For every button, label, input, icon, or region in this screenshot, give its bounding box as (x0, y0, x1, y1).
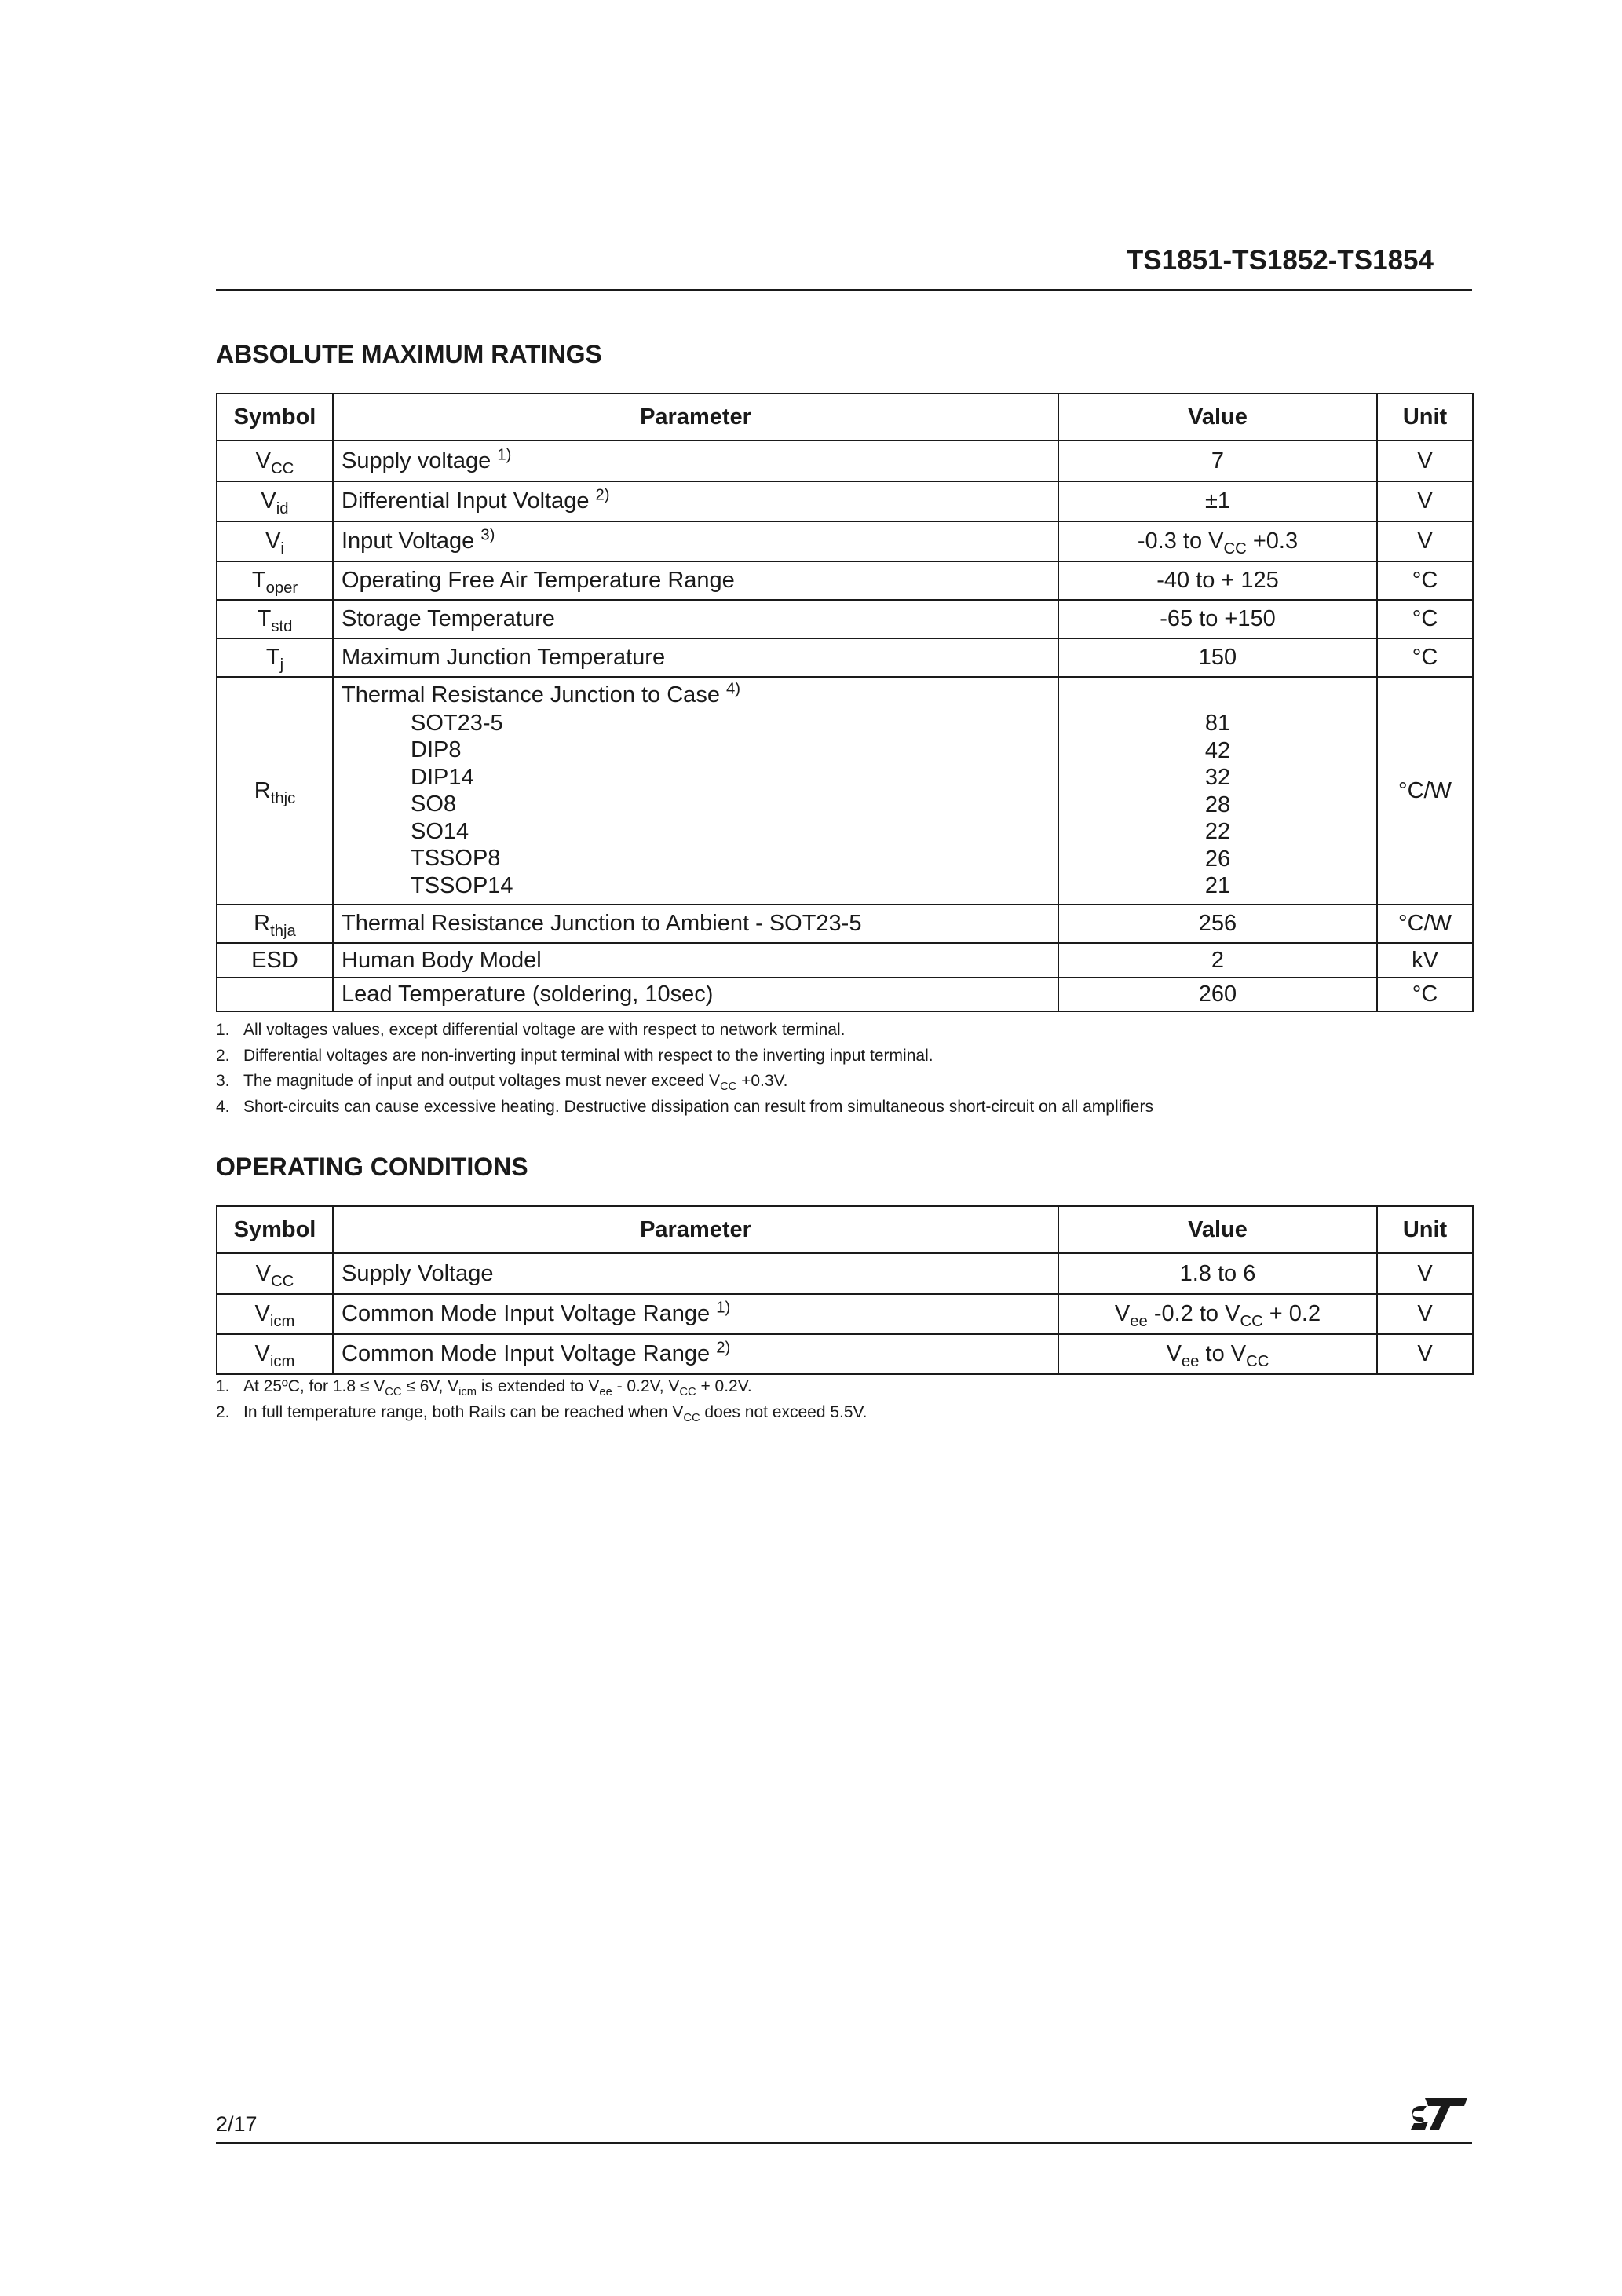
unit-cell: °C (1377, 561, 1473, 600)
package-value-list (1067, 682, 1368, 900)
column-header-parameter: Parameter (333, 393, 1058, 441)
document-header-title: TS1851-TS1852-TS1854 (1126, 245, 1434, 276)
footnote: 2. Differential voltages are non-inverting input terminal with respect to the inverting input terminal. (216, 1046, 933, 1065)
parameter-cell: Common Mode Input Voltage Range $^{2)}$ (333, 1334, 1058, 1374)
column-header-symbol: Symbol (217, 1206, 333, 1253)
value-cell: $V_{ee}$ -0.2 to $V_{CC} + 0.2$ (1058, 1294, 1377, 1334)
symbol-cell: $V_{CC}$ (217, 1253, 333, 1294)
table-row (217, 1294, 1473, 1334)
list-item: 22 (1204, 819, 1231, 845)
value-cell: 1.8 to 6 (1058, 1253, 1377, 1294)
list-item: 28 (1204, 792, 1231, 817)
column-header-value: Value (1058, 393, 1377, 441)
footnote: 2. In full temperature range, both Rails can be reached when $V_{CC}$ does not exceed 5.5V. (216, 1402, 868, 1424)
symbol-cell (217, 978, 333, 1011)
symbol-cell: $V_i$ (217, 521, 333, 561)
table-row (217, 1334, 1473, 1374)
unit-cell: kV (1377, 943, 1473, 978)
column-header-parameter: Parameter (333, 1206, 1058, 1253)
absolute-max-ratings-table (216, 393, 1474, 1012)
table-row (217, 943, 1473, 978)
column-header-value: Value (1058, 1206, 1377, 1253)
footer-divider (216, 2142, 1472, 2144)
unit-cell: V (1377, 1253, 1473, 1294)
table-row (217, 561, 1473, 600)
value-cell: $V_{ee}$ to $V_{CC}$ (1058, 1334, 1377, 1374)
list-item: 21 (1204, 873, 1231, 899)
unit-cell: °C (1377, 978, 1473, 1011)
table-row (217, 905, 1473, 943)
footnote-ref: 2) (595, 486, 610, 504)
list-item: SO14 (411, 818, 469, 844)
value-cell: ±1 (1058, 481, 1377, 521)
unit-cell: V (1377, 441, 1473, 481)
symbol-cell: $T_j$ (217, 638, 333, 677)
table-row (217, 978, 1473, 1011)
parameter-cell: Supply Voltage (333, 1253, 1058, 1294)
list-item: 42 (1204, 737, 1231, 763)
parameter-cell: Storage Temperature (333, 600, 1058, 638)
symbol-cell: $V_{icm}$ (217, 1294, 333, 1334)
unit-cell: V (1377, 481, 1473, 521)
absolute-max-ratings-heading: ABSOLUTE MAXIMUM RATINGS (216, 340, 602, 368)
table-header-row (217, 393, 1473, 441)
footnote-ref: 3) (480, 526, 495, 544)
list-item: 32 (1204, 765, 1231, 791)
value-cell: -65 to +150 (1058, 600, 1377, 638)
operating-conditions-footnotes (216, 1374, 867, 1425)
unit-cell: °C/W (1377, 677, 1473, 905)
symbol-cell: $T_{std}$ (217, 600, 333, 638)
table-row (217, 638, 1473, 677)
value-cell: 7 (1058, 441, 1377, 481)
list-item: DIP14 (411, 764, 474, 790)
parameter-cell: Thermal Resistance Junction to Ambient - SOT23-5 (333, 905, 1058, 943)
unit-cell: V (1377, 521, 1473, 561)
symbol-cell: $R_{thjc}$ (217, 677, 333, 905)
footnote-ref: 4) (726, 680, 741, 698)
parameter-cell: Operating Free Air Temperature Range (333, 561, 1058, 600)
table-row (217, 441, 1473, 481)
value-cell: -0.3 to $V_{CC} +0.3$ (1058, 521, 1377, 561)
page-number: 2/17 (216, 2112, 258, 2136)
unit-cell: °C/W (1377, 905, 1473, 943)
footnote-ref: 1) (497, 445, 512, 463)
column-header-unit: Unit (1377, 393, 1473, 441)
list-item: TSSOP8 (411, 846, 501, 872)
parameter-cell: Common Mode Input Voltage Range $^{1)}$ (333, 1294, 1058, 1334)
table-row (217, 521, 1473, 561)
value-cell: 2 (1058, 943, 1377, 978)
unit-cell: °C (1377, 638, 1473, 677)
symbol-cell: $R_{thja}$ (217, 905, 333, 943)
list-item: SO8 (411, 792, 457, 817)
table-row (217, 481, 1473, 521)
operating-conditions-heading: OPERATING CONDITIONS (216, 1153, 528, 1181)
symbol-cell: $V_{icm}$ (217, 1334, 333, 1374)
table-row (217, 1253, 1473, 1294)
symbol-cell: ESD (217, 943, 333, 978)
footnote-ref: 1) (716, 1299, 731, 1317)
symbol-cell: $V_{CC}$ (217, 441, 333, 481)
parameter-cell: Lead Temperature (soldering, 10sec) (333, 978, 1058, 1011)
symbol-cell: $T_{oper}$ (217, 561, 333, 600)
value-cell: 260 (1058, 978, 1377, 1011)
st-logo-icon (1409, 2095, 1469, 2133)
footnote: 1. All voltages values, except differential voltage are with respect to network terminal. (216, 1021, 846, 1039)
list-item: DIP8 (411, 737, 462, 763)
table-header-row (217, 1206, 1473, 1253)
footnote: 1. At 25ºC, for $1.8 \le V_{CC} \le 6V$, $V_{icm}$ is extended to $V_{ee} - 0.2V$, $V_{CC} + 0.2V$. (216, 1377, 752, 1399)
unit-cell: V (1377, 1294, 1473, 1334)
symbol-cell: $V_{id}$ (217, 481, 333, 521)
parameter-cell: Input Voltage $^{3)}$ (333, 521, 1058, 561)
parameter-cell: Thermal Resistance Junction to Case $^{4)}$ SOT23-5 DIP8 DIP14 SO8 SO14 TSSOP8 TSSOP14 (333, 677, 1058, 905)
absolute-max-ratings-footnotes (216, 1018, 1153, 1120)
table-row (217, 600, 1473, 638)
parameter-cell: Human Body Model (333, 943, 1058, 978)
parameter-cell: Differential Input Voltage $^{2)}$ (333, 481, 1058, 521)
footnote-ref: 2) (716, 1339, 731, 1357)
column-header-symbol: Symbol (217, 393, 333, 441)
unit-cell: V (1377, 1334, 1473, 1374)
value-cell: 150 (1058, 638, 1377, 677)
parameter-cell: Maximum Junction Temperature (333, 638, 1058, 677)
list-item: 26 (1204, 846, 1231, 872)
footnote: 4. Short-circuits can cause excessive heating. Destructive dissipation can result from simultaneous short-circuit on all amplifiers (216, 1097, 1153, 1116)
list-item: SOT23-5 (411, 710, 503, 736)
list-item: TSSOP14 (411, 872, 513, 898)
value-cell (1058, 677, 1377, 905)
value-cell: 256 (1058, 905, 1377, 943)
unit-cell: °C (1377, 600, 1473, 638)
table-row (217, 677, 1473, 905)
parameter-cell: Supply voltage $^{1)}$ (333, 441, 1058, 481)
package-list (342, 710, 1050, 900)
list-item: 81 (1204, 711, 1231, 737)
operating-conditions-table (216, 1205, 1474, 1375)
column-header-unit: Unit (1377, 1206, 1473, 1253)
value-cell: -40 to + 125 (1058, 561, 1377, 600)
footnote: 3. The magnitude of input and output voltages must never exceed $V_{CC} +0.3V$. (216, 1072, 788, 1094)
header-divider (216, 289, 1472, 291)
